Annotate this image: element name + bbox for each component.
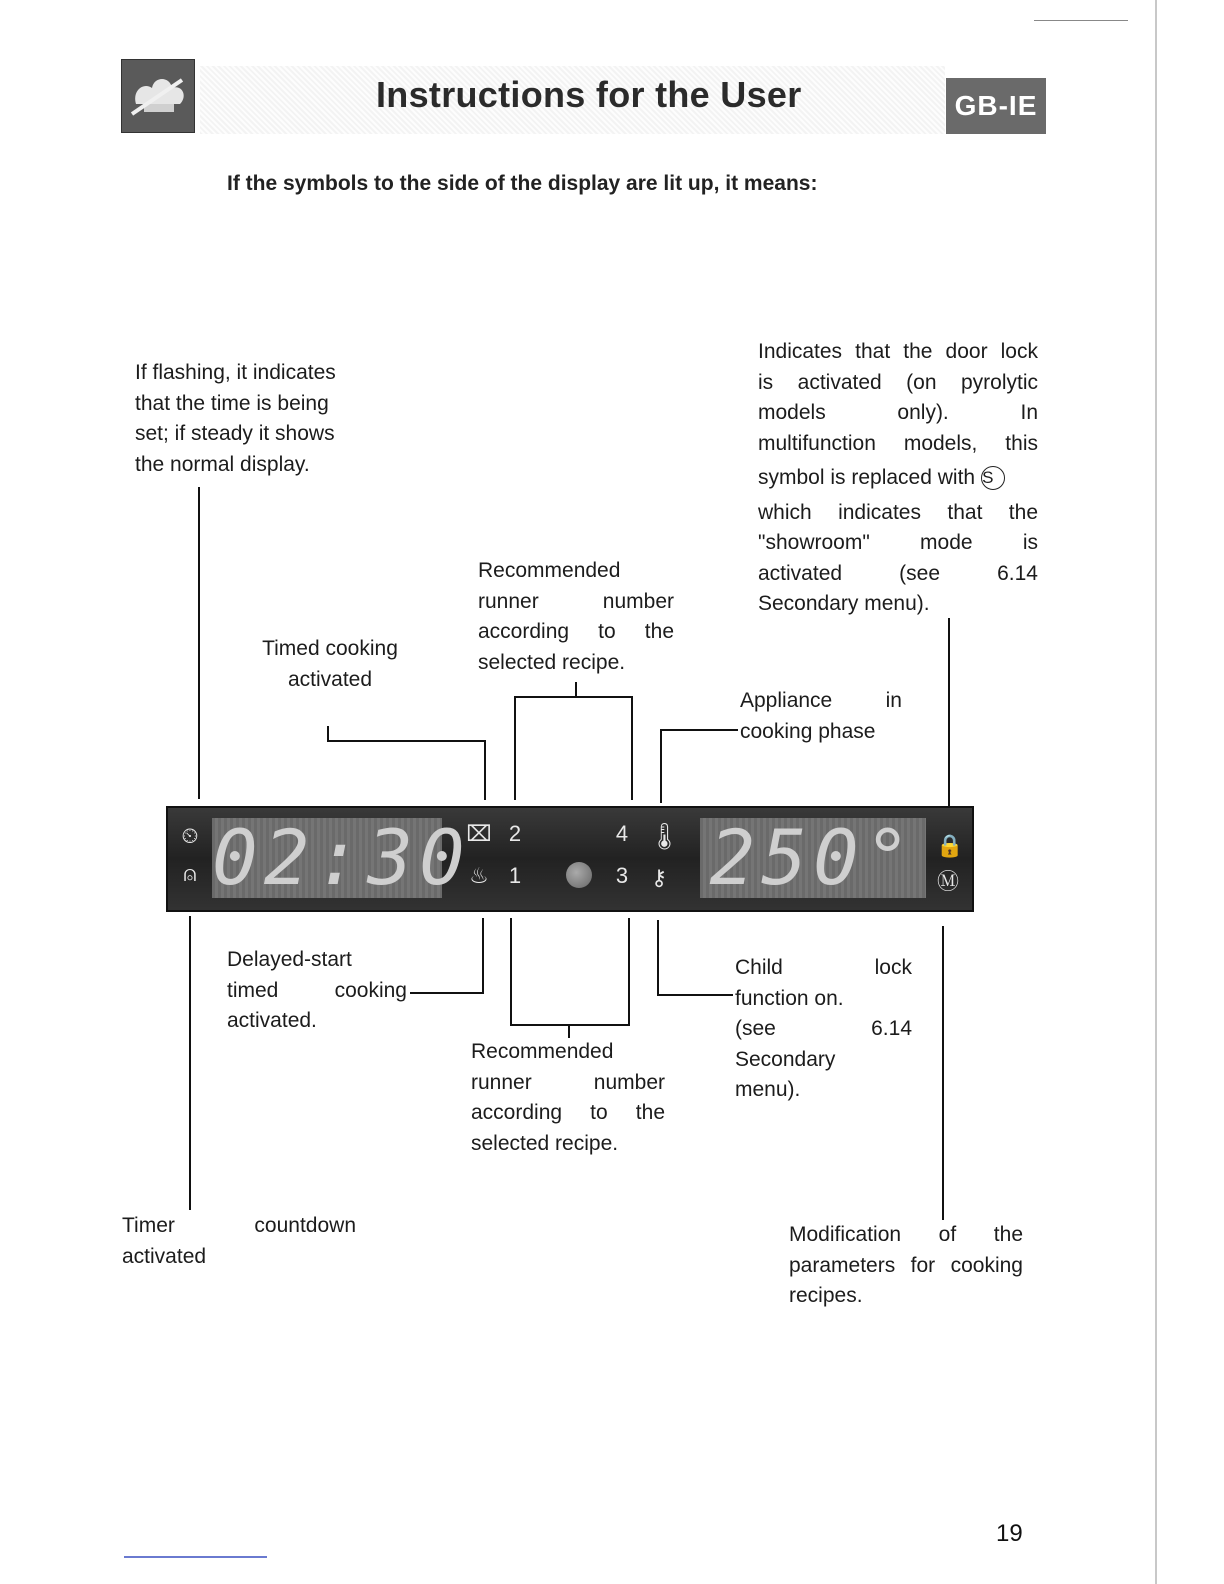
cooking-icon: ♨: [469, 863, 489, 888]
leader-line-delayed: [482, 918, 484, 994]
key-icon: ⚷: [650, 865, 668, 890]
intro-heading: If the symbols to the side of the display are lit up, it means:: [227, 172, 818, 195]
callout-delayed-start-line: activated.: [227, 1009, 317, 1032]
callout-timed-cooking: Timed cooking activated: [262, 637, 398, 691]
callout-child-lock-line: menu).: [735, 1078, 801, 1101]
callout-runner-top-line: Recommended: [478, 559, 621, 582]
top-rule: [1034, 20, 1128, 21]
leader-line-timer: [189, 916, 191, 1210]
runner-number-1: 1: [508, 863, 522, 888]
temperature-value: 250: [709, 813, 865, 902]
callout-runner-top-line: selected recipe.: [478, 650, 626, 674]
degree-symbol: °: [864, 813, 917, 902]
callout-child-lock-line: Secondary: [735, 1047, 836, 1071]
callout-door-lock-line-symbol: [758, 463, 1038, 494]
callout-door-lock-line: Indicates that the door lock: [758, 340, 1038, 363]
callout-child-lock-line: (see 6.14: [735, 1017, 912, 1040]
callout-door-lock-line: models only). In: [758, 401, 1038, 424]
footer-rule: [124, 1556, 267, 1558]
door-lock-icon: 🔒: [936, 833, 964, 858]
clock-icon: ⏲: [181, 823, 199, 848]
showroom-symbol-icon: S: [981, 466, 1005, 490]
callout-door-lock-line: activated (see 6.14: [758, 561, 1038, 585]
leader-line-delayed: [410, 992, 484, 994]
leader-line-cooking-phase: [660, 729, 738, 731]
callout-timer-countdown-line: activated: [122, 1244, 207, 1268]
language-badge: GB-IE: [946, 78, 1046, 134]
leader-line-runner-bottom: [510, 1024, 630, 1026]
callout-door-lock-text: symbol is replaced with: [758, 466, 976, 489]
callout-runner-bottom-line: runner number: [471, 1070, 665, 1094]
callout-time-setting: If flashing, it indicates that the time is being set; if steady it shows the normal display.: [135, 361, 336, 476]
leader-line-runner-bottom: [628, 918, 630, 1026]
callout-runner-bottom-line: Recommended: [471, 1040, 614, 1063]
callout-delayed-start-line: Delayed-start: [227, 948, 352, 971]
leader-line-child-lock: [657, 920, 659, 996]
callout-runner-top: [478, 556, 674, 678]
leader-line-runner-top: [514, 696, 633, 698]
page-edge: [1155, 0, 1157, 1584]
callout-runner-bottom: [471, 1037, 665, 1159]
leader-line-modification: [942, 926, 944, 1220]
callout-door-lock-line: is activated (on pyrolytic: [758, 370, 1038, 394]
chef-hat-icon: [121, 59, 195, 133]
runner-number-4: 4: [615, 821, 629, 846]
delayed-start-icon: ⌧: [466, 821, 492, 846]
callout-door-lock-line: which indicates that the: [758, 500, 1038, 524]
callout-runner-top-line: runner number: [478, 589, 674, 613]
callout-child-lock: [735, 953, 912, 1106]
callout-child-lock-line: function on.: [735, 986, 844, 1010]
page-number: 19: [996, 1520, 1023, 1547]
callout-door-lock-line: "showroom" mode is: [758, 531, 1038, 554]
callout-timer-countdown: [122, 1211, 356, 1272]
callout-door-lock-line: multifunction models, this: [758, 431, 1038, 455]
callout-modification: [789, 1220, 1023, 1312]
page-title: Instructions for the User: [376, 74, 802, 115]
callout-door-lock-line: Secondary menu).: [758, 592, 930, 615]
callout-runner-bottom-line: selected recipe.: [471, 1131, 619, 1155]
runner-number-3: 3: [615, 863, 629, 888]
callout-cooking-phase: [740, 686, 902, 747]
callout-modification-line: recipes.: [789, 1284, 863, 1307]
leader-line-runner-top: [514, 696, 516, 800]
leader-line-timed: [484, 740, 486, 800]
leader-line-runner-bottom: [510, 918, 512, 1026]
leader-line-cooking-phase: [660, 729, 662, 803]
runner-number-2: 2: [508, 821, 522, 846]
callout-child-lock-line: Child lock: [735, 956, 912, 979]
callout-timer-countdown-line: Timer countdown: [122, 1214, 356, 1237]
callout-runner-top-line: according to the: [478, 620, 674, 643]
leader-line-child-lock: [657, 994, 733, 996]
leader-line-door-lock: [948, 618, 950, 808]
callout-delayed-start: [227, 945, 407, 1037]
thermometer-icon: 🌡: [648, 821, 682, 851]
leader-line-runner-top: [631, 696, 633, 800]
leader-line-runner-top: [575, 682, 577, 698]
leader-line-runner-bottom: [568, 1024, 570, 1038]
time-display: 02:30: [212, 813, 471, 902]
leader-line-time: [198, 487, 200, 799]
callout-delayed-start-line: timed cooking: [227, 978, 407, 1002]
callout-modification-line: parameters for cooking: [789, 1253, 1023, 1277]
callout-modification-line: Modification of the: [789, 1223, 1023, 1246]
callout-door-lock: [758, 337, 1038, 620]
control-display-frame: [166, 806, 974, 912]
callout-cooking-phase-line: cooking phase: [740, 719, 876, 743]
leader-line-timed: [327, 740, 486, 742]
callout-runner-bottom-line: according to the: [471, 1101, 665, 1124]
callout-cooking-phase-line: Appliance in: [740, 689, 902, 712]
bell-icon: ⍝: [183, 861, 197, 886]
m-icon: Ⓜ: [936, 869, 959, 894]
